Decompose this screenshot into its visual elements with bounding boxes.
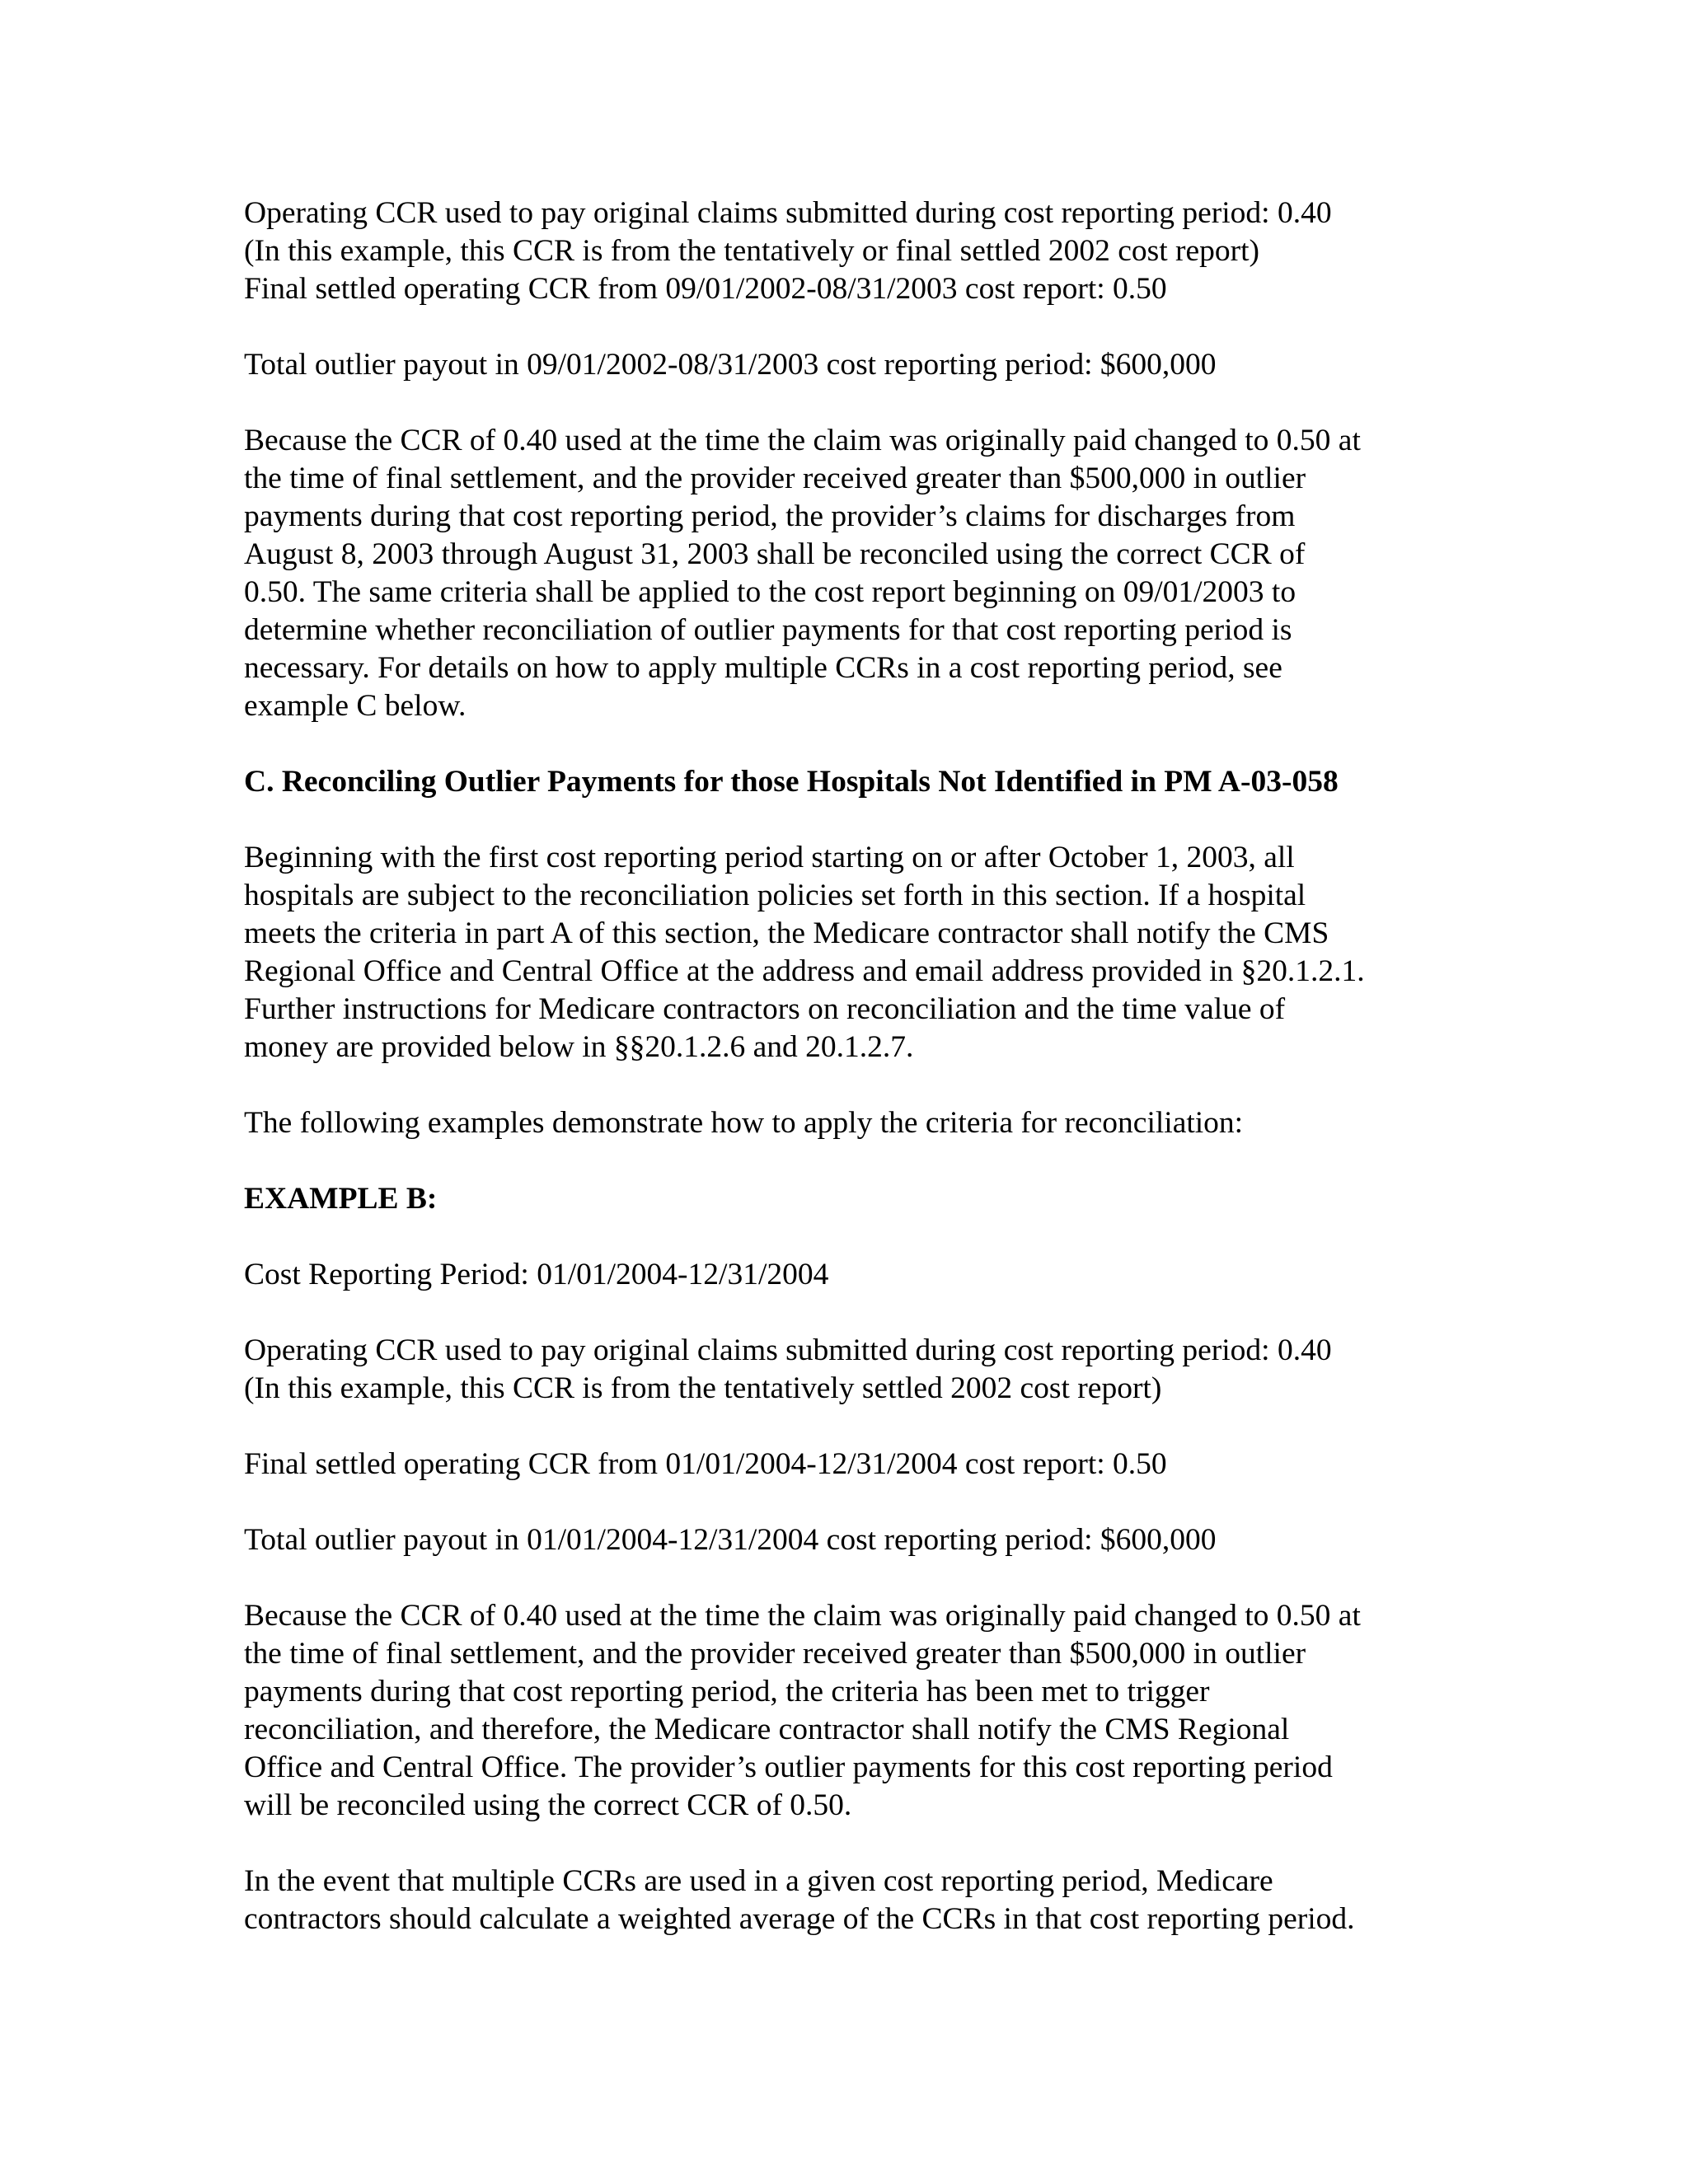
text-line: Office and Central Office. The provider’s outlier payments for this cost reporting period (244, 1750, 1333, 1784)
paragraph (244, 1863, 1447, 1938)
text-line: the time of final settlement, and the provider received greater than $500,000 in outlier (244, 462, 1306, 495)
text-line: Operating CCR used to pay original claims submitted during cost reporting period: 0.40 (244, 196, 1332, 230)
text-line: Because the CCR of 0.40 used at the time the claim was originally paid changed to 0.50 at (244, 424, 1361, 457)
text-line: money are provided below in §§20.1.2.6 and 20.1.2.7. (244, 1030, 914, 1064)
text-line: payments during that cost reporting period, the criteria has been met to trigger (244, 1675, 1210, 1708)
text-line: (In this example, this CCR is from the tentatively settled 2002 cost report) (244, 1371, 1162, 1405)
document-page (244, 194, 1447, 1938)
text-line: August 8, 2003 through August 31, 2003 shall be reconciled using the correct CCR of (244, 537, 1306, 571)
text-line: meets the criteria in part A of this section, the Medicare contractor shall notify the CMS (244, 916, 1329, 950)
paragraph (244, 346, 1447, 384)
paragraph (244, 422, 1447, 725)
section-heading (244, 1180, 1447, 1218)
text-line: 0.50. The same criteria shall be applied to the cost report beginning on 09/01/2003 to (244, 575, 1296, 609)
text-line: contractors should calculate a weighted average of the CCRs in that cost reporting period. (244, 1902, 1355, 1936)
text-line: hospitals are subject to the reconciliation policies set forth in this section. If a hospital (244, 879, 1306, 912)
paragraph (244, 1256, 1447, 1294)
text-line: Final settled operating CCR from 01/01/2004-12/31/2004 cost report: 0.50 (244, 1447, 1167, 1481)
paragraph (244, 839, 1447, 1066)
text-line: reconciliation, and therefore, the Medicare contractor shall notify the CMS Regional (244, 1713, 1290, 1746)
paragraph (244, 1104, 1447, 1142)
text-line: example C below. (244, 689, 467, 723)
text-line: Cost Reporting Period: 01/01/2004-12/31/2004 (244, 1258, 829, 1291)
text-line: will be reconciled using the correct CCR of 0.50. (244, 1788, 852, 1822)
section-heading (244, 763, 1447, 801)
text-line: Total outlier payout in 01/01/2004-12/31/2004 cost reporting period: $600,000 (244, 1523, 1217, 1557)
text-line: Beginning with the first cost reporting period starting on or after October 1, 2003, all (244, 841, 1295, 874)
text-line: Because the CCR of 0.40 used at the time the claim was originally paid changed to 0.50 at (244, 1599, 1361, 1633)
text-line: (In this example, this CCR is from the tentatively or final settled 2002 cost report) (244, 234, 1260, 268)
text-line: C. Reconciling Outlier Payments for those Hospitals Not Identified in PM A-03-058 (244, 765, 1339, 799)
paragraph (244, 1446, 1447, 1483)
text-line: determine whether reconciliation of outlier payments for that cost reporting period is (244, 613, 1292, 647)
text-line: In the event that multiple CCRs are used in a given cost reporting period, Medicare (244, 1864, 1273, 1898)
paragraph (244, 194, 1447, 308)
text-line: necessary. For details on how to apply multiple CCRs in a cost reporting period, see (244, 651, 1282, 685)
text-line: The following examples demonstrate how to apply the criteria for reconciliation: (244, 1106, 1244, 1140)
text-line: Total outlier payout in 09/01/2002-08/31/2003 cost reporting period: $600,000 (244, 348, 1217, 382)
text-line: EXAMPLE B: (244, 1182, 438, 1216)
text-line: Further instructions for Medicare contractors on reconciliation and the time value of (244, 992, 1286, 1026)
text-line: Regional Office and Central Office at the address and email address provided in §20.1.2.1. (244, 954, 1365, 988)
paragraph (244, 1597, 1447, 1825)
text-line: Operating CCR used to pay original claims submitted during cost reporting period: 0.40 (244, 1333, 1332, 1367)
text-line: Final settled operating CCR from 09/01/2002-08/31/2003 cost report: 0.50 (244, 272, 1167, 306)
paragraph (244, 1332, 1447, 1408)
text-line: payments during that cost reporting period, the provider’s claims for discharges from (244, 499, 1296, 533)
text-line: the time of final settlement, and the provider received greater than $500,000 in outlier (244, 1637, 1306, 1671)
paragraph (244, 1521, 1447, 1559)
